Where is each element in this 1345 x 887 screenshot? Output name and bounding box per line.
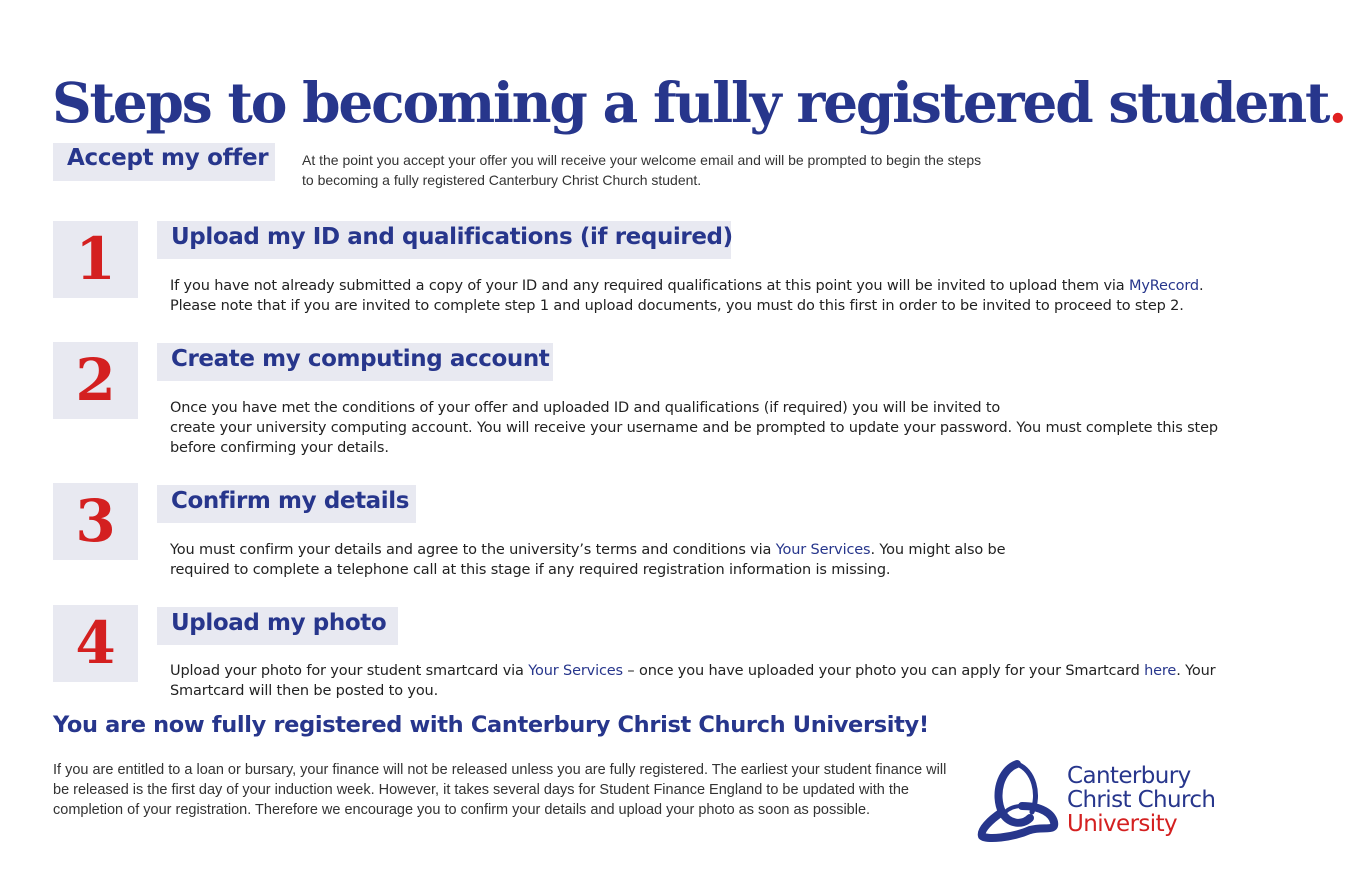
logo-wordmark [1067,764,1215,836]
step-3-heading: Confirm my details [171,488,410,514]
step-1-text-end: . Please note that if you are invited to complete step 1 and upload documents, you must do this first in order to be invited to proceed to step 2. [170,278,1204,314]
step-4-text-mid: – once you have uploaded your photo you can apply for your Smartcard [622,663,1145,679]
step-2-text-line2: create your university computing account. You will receive your username and be prompted to update your password. You must complete this step before confirming your details. [170,420,1218,456]
title-red-period: . [1328,69,1345,135]
accept-offer-text: At the point you accept your offer you will receive your welcome email and will be prompted to begin the steps to becoming a fully registered Canterbury Christ Church student. [302,152,982,188]
completion-heading: You are now fully registered with Canterbury Christ Church University! [53,712,929,738]
smartcard-here-link[interactable]: here [1144,663,1177,679]
step-2-text-line1: Once you have met the conditions of your offer and uploaded ID and qualifications (if required) you will be invited to [170,400,1001,416]
step-number-1: 1 [53,221,138,298]
your-services-link[interactable]: Your Services [775,542,871,558]
logo-line-3: University [1067,811,1178,837]
step-1-heading: Upload my ID and qualifications (if required) [171,224,733,250]
accept-offer-heading: Accept my offer [67,145,269,171]
step-4-text-end: . Your Smartcard will then be posted to you. [170,663,1216,699]
page-title-text: Steps to becoming a fully registered student [52,69,1329,135]
step-1-body [170,276,1230,316]
logo-line-1: Canterbury [1067,763,1191,789]
step-number-2: 2 [53,342,138,419]
step-number-3: 3 [53,483,138,560]
step-4-text: Upload your photo for your student smartcard via [170,663,529,679]
myrecord-link[interactable]: MyRecord [1128,278,1199,294]
page-title [52,67,1345,139]
step-1-text: If you have not already submitted a copy of your ID and any required qualifications at this point you will be invited to upload them via [170,278,1129,294]
logo-line-2: Christ Church [1067,787,1216,813]
your-services-link-2[interactable]: Your Services [528,663,623,679]
completion-body: If you are entitled to a loan or bursary, your finance will not be released unless you are fully registered. The earliest your student finance will be released is the first day of your induction week. However, it takes several days for Student Finance England to be updated with the completion of your registration. Therefore we encourage you to confirm your details and upload your photo as soon as possible. [53,762,947,818]
step-number-4: 4 [53,605,138,682]
step-2-body [170,398,1230,458]
trefoil-knot-icon [972,760,1062,842]
step-3-text-end: . You might also be required to complete a telephone call at this stage if any required registration information is missing. [170,542,1006,578]
step-2-heading: Create my computing account [171,346,550,372]
university-logo [972,760,1232,842]
step-4-body [170,661,1230,701]
step-3-text: You must confirm your details and agree to the university’s terms and conditions via [170,542,776,558]
step-4-heading: Upload my photo [171,610,387,636]
step-3-body [170,540,1050,580]
